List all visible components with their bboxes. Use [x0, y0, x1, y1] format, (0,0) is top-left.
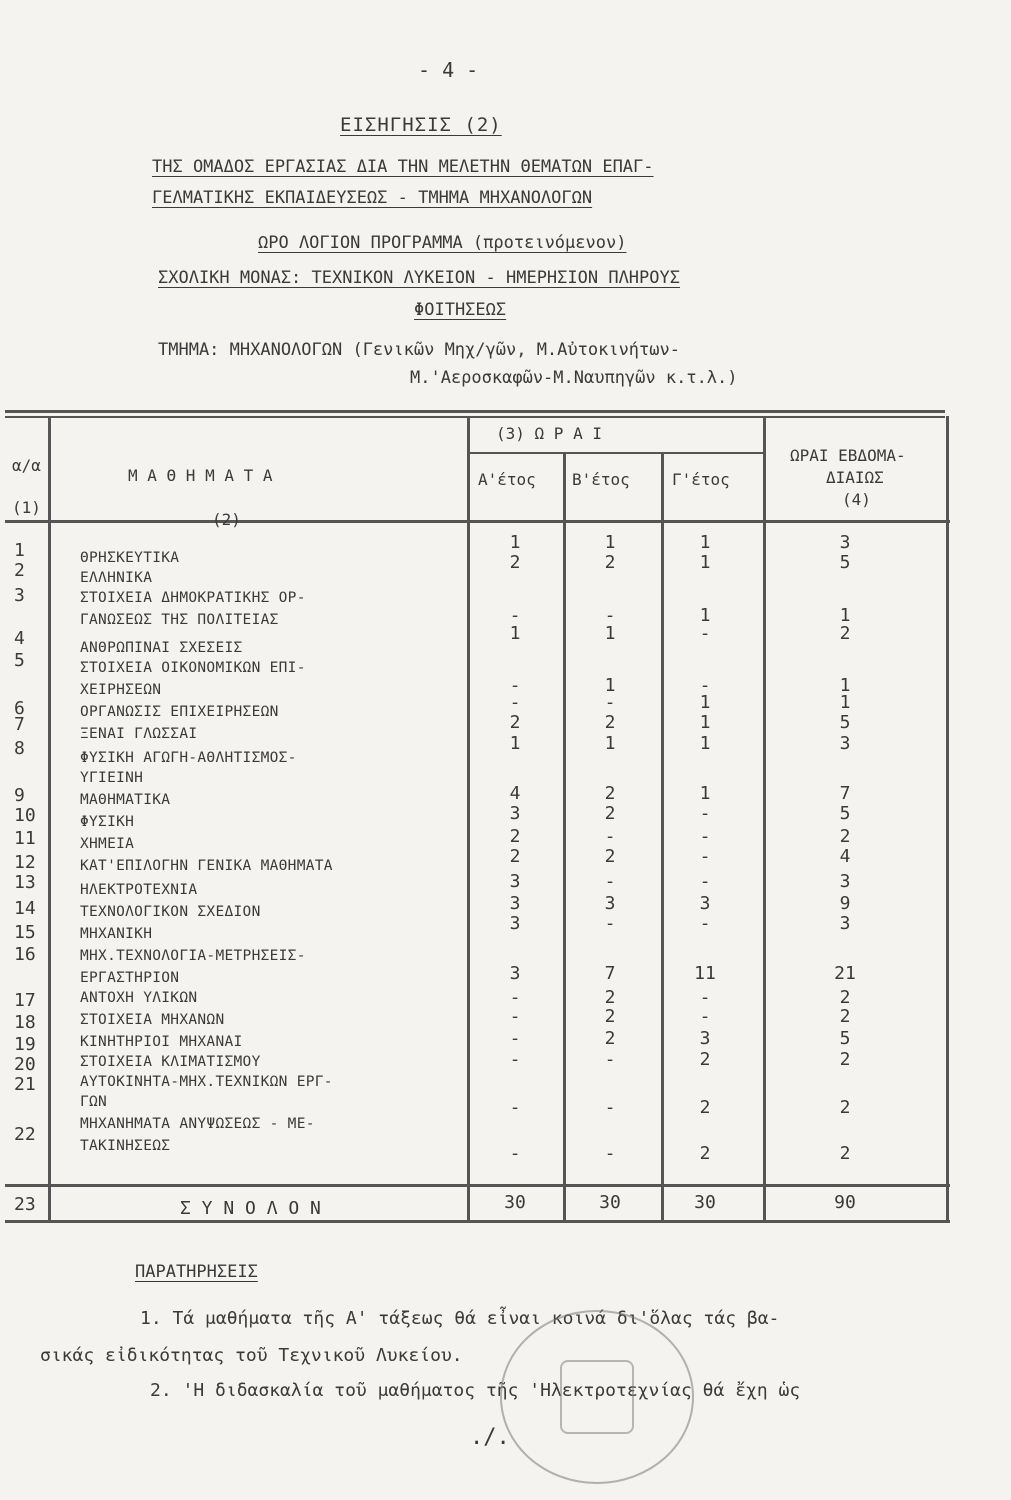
row-number: 22 — [14, 1124, 36, 1145]
col-divider-year-b — [661, 452, 664, 1222]
cell-weekly: 2 — [839, 987, 851, 1008]
total-year-a: 30 — [504, 1192, 526, 1213]
cell-weekly: 5 — [839, 552, 851, 573]
cell-year-c: - — [699, 846, 711, 867]
cell-weekly: 2 — [839, 1049, 851, 1070]
cell-year-a: 1 — [509, 733, 521, 754]
cell-year-a: - — [509, 1097, 521, 1118]
subject-line: ΜΗΧ.ΤΕΧΝΟΛΟΓΙΑ-ΜΕΤΡΗΣΕΙΣ- — [80, 948, 306, 964]
heading-line-5: ΦΟΙΤΗΣΕΩΣ — [414, 300, 507, 320]
total-year-c: 30 — [694, 1192, 716, 1213]
note-1-continued: σικάς εἰδικότητας τοῦ Τεχνικοῦ Λυκείου. — [40, 1345, 463, 1366]
subject-line: ΜΗΧΑΝΗΜΑΤΑ ΑΝΥΨΩΣΕΩΣ - ΜΕ- — [80, 1116, 315, 1132]
cell-year-a: 2 — [509, 826, 521, 847]
cell-year-b: 1 — [604, 623, 616, 644]
subject-line: ΑΝΘΡΩΠΙΝΑΙ ΣΧΕΣΕΙΣ — [80, 640, 243, 656]
table-top-rule — [5, 410, 945, 413]
cell-year-c: 2 — [699, 1049, 711, 1070]
cell-year-c: 1 — [699, 733, 711, 754]
cell-year-c: - — [699, 675, 711, 696]
cell-year-b: 7 — [604, 963, 616, 984]
col-header-year-c: Γ'έτος — [672, 470, 730, 489]
subject-line: ΓΑΝΩΣΕΩΣ ΤΗΣ ΠΟΛΙΤΕΙΑΣ — [80, 612, 279, 628]
subject-line: ΟΡΓΑΝΩΣΙΣ ΕΠΙΧΕΙΡΗΣΕΩΝ — [80, 704, 279, 720]
col-header-ao: α/α — [12, 456, 41, 475]
col-header-hours: (3) Ω Ρ Α Ι — [496, 424, 602, 443]
cell-weekly: 2 — [839, 623, 851, 644]
table-bottom-rule — [5, 1220, 950, 1223]
cell-year-a: - — [509, 1006, 521, 1027]
cell-weekly: 21 — [834, 963, 856, 984]
cell-year-a: 1 — [509, 623, 521, 644]
cell-weekly: 1 — [839, 605, 851, 626]
heading-line-7: Μ.'Αεροσκαφῶν-Μ.Ναυπηγῶν κ.τ.λ.) — [410, 368, 738, 388]
note-1: 1. Τά μαθήματα τῆς Α' τάξεως θά εἶναι κοινά δι'ὅλας τάς βα- — [140, 1308, 780, 1329]
subject-line: ΗΛΕΚΤΡΟΤΕΧΝΙΑ — [80, 882, 198, 898]
row-number: 13 — [14, 872, 36, 893]
row-number: 10 — [14, 805, 36, 826]
seal-emblem — [560, 1360, 634, 1434]
cell-year-c: - — [699, 913, 711, 934]
cell-year-c: - — [699, 826, 711, 847]
cell-year-b: 2 — [604, 1006, 616, 1027]
cell-year-b: - — [604, 605, 616, 626]
row-number: 7 — [14, 714, 25, 735]
total-label: Σ Υ Ν Ο Λ Ο Ν — [180, 1198, 321, 1219]
row-number: 1 — [14, 540, 25, 561]
subject-line: ΥΓΙΕΙΝΗ — [80, 770, 144, 786]
col-divider-right — [946, 416, 949, 1222]
cell-weekly: 2 — [839, 1143, 851, 1164]
col-header-year-a: Α'έτος — [478, 470, 536, 489]
cell-year-b: - — [604, 1049, 616, 1070]
cell-year-a: 3 — [509, 871, 521, 892]
cell-year-b: 2 — [604, 846, 616, 867]
row-number: 8 — [14, 738, 25, 759]
cell-weekly: 3 — [839, 913, 851, 934]
cell-year-a: 4 — [509, 783, 521, 804]
col-header-weekly-2: ΔΙΑΙΩΣ — [826, 468, 884, 487]
row-number: 9 — [14, 785, 25, 806]
cell-weekly: 3 — [839, 733, 851, 754]
cell-weekly: 5 — [839, 712, 851, 733]
cell-year-c: 2 — [699, 1097, 711, 1118]
cell-year-b: 3 — [604, 893, 616, 914]
cell-weekly: 5 — [839, 1028, 851, 1049]
total-weekly: 90 — [834, 1192, 856, 1213]
cell-year-a: - — [509, 1028, 521, 1049]
cell-year-b: 1 — [604, 733, 616, 754]
row-number: 4 — [14, 628, 25, 649]
subject-line: ΚΙΝΗΤΗΡΙΟΙ ΜΗΧΑΝΑΙ — [80, 1034, 243, 1050]
cell-year-a: 1 — [509, 532, 521, 553]
page-number: - 4 - — [418, 58, 479, 82]
cell-weekly: 4 — [839, 846, 851, 867]
subject-line: ΣΤΟΙΧΕΙΑ ΚΛΙΜΑΤΙΣΜΟΥ — [80, 1054, 261, 1070]
subject-line: ΤΕΧΝΟΛΟΓΙΚΟΝ ΣΧΕΔΙΟΝ — [80, 904, 261, 920]
row-number: 2 — [14, 560, 25, 581]
subject-line: ΞΕΝΑΙ ΓΛΩΣΣΑΙ — [80, 726, 198, 742]
cell-weekly: 9 — [839, 893, 851, 914]
subject-line: ΤΑΚΙΝΗΣΕΩΣ — [80, 1138, 171, 1154]
total-row-number: 23 — [14, 1194, 36, 1215]
subject-line: ΜΗΧΑΝΙΚΗ — [80, 926, 153, 942]
row-number: 11 — [14, 828, 36, 849]
cell-year-c: - — [699, 987, 711, 1008]
subject-line: ΜΑΘΗΜΑΤΙΚΑ — [80, 792, 171, 808]
cell-year-c: - — [699, 623, 711, 644]
col-header-ao-num: (1) — [12, 498, 41, 517]
subject-line: ΘΡΗΣΚΕΥΤΙΚΑ — [80, 550, 180, 566]
cell-year-a: 3 — [509, 803, 521, 824]
cell-year-b: - — [604, 1143, 616, 1164]
cell-year-c: - — [699, 1006, 711, 1027]
note-2: 2. 'Η διδασκαλία τοῦ μαθήματος τῆς 'Ηλεκτροτεχνίας θά ἔχη ὡς — [150, 1380, 801, 1401]
subject-line: ΑΥΤΟΚΙΝΗΤΑ-ΜΗΧ.ΤΕΧΝΙΚΩΝ ΕΡΓ- — [80, 1074, 333, 1090]
subject-line: ΦΥΣΙΚΗ — [80, 814, 135, 830]
subject-line: ΧΕΙΡΗΣΕΩΝ — [80, 682, 162, 698]
cell-year-b: 2 — [604, 712, 616, 733]
col-divider-subject — [467, 416, 470, 1222]
cell-year-a: - — [509, 1143, 521, 1164]
subject-line: ΧΗΜΕΙΑ — [80, 836, 135, 852]
subject-line: ΣΤΟΙΧΕΙΑ ΟΙΚΟΝΟΜΙΚΩΝ ΕΠΙ- — [80, 660, 306, 676]
cell-year-b: - — [604, 913, 616, 934]
cell-year-b: 1 — [604, 532, 616, 553]
cell-year-c: 1 — [699, 532, 711, 553]
cell-weekly: 2 — [839, 826, 851, 847]
row-number: 20 — [14, 1054, 36, 1075]
row-number: 16 — [14, 944, 36, 965]
col-divider-year-c — [763, 416, 766, 1222]
cell-year-a: - — [509, 605, 521, 626]
continuation-mark: ./. — [470, 1425, 510, 1450]
document-title: ΕΙΣΗΓΗΣΙΣ (2) — [340, 114, 502, 136]
cell-weekly: 3 — [839, 871, 851, 892]
cell-year-b: - — [604, 826, 616, 847]
col-header-weekly-1: ΩΡΑΙ ΕΒΔΟΜΑ- — [790, 446, 906, 465]
cell-year-c: 1 — [699, 692, 711, 713]
cell-year-a: - — [509, 987, 521, 1008]
cell-year-a: 2 — [509, 846, 521, 867]
cell-year-c: 3 — [699, 1028, 711, 1049]
total-top-rule — [5, 1184, 950, 1187]
cell-year-a: 2 — [509, 552, 521, 573]
row-number: 17 — [14, 990, 36, 1011]
cell-year-a: 3 — [509, 963, 521, 984]
cell-year-b: 2 — [604, 987, 616, 1008]
header-bottom-rule — [5, 520, 950, 523]
cell-weekly: 2 — [839, 1097, 851, 1118]
subject-line: ΕΛΛΗΝΙΚΑ — [80, 570, 153, 586]
row-number: 15 — [14, 922, 36, 943]
col-divider-ao — [48, 416, 51, 1222]
cell-year-c: 11 — [694, 963, 716, 984]
row-number: 21 — [14, 1074, 36, 1095]
row-number: 5 — [14, 650, 25, 671]
row-number: 12 — [14, 852, 36, 873]
cell-year-a: 3 — [509, 893, 521, 914]
notes-title: ΠΑΡΑΤΗΡΗΣΕΙΣ — [135, 1262, 258, 1282]
col-header-subject-num: (2) — [212, 510, 241, 529]
cell-year-c: 1 — [699, 552, 711, 573]
col-divider-year-a — [563, 452, 566, 1222]
cell-year-c: 1 — [699, 712, 711, 733]
subject-line: ΣΤΟΙΧΕΙΑ ΔΗΜΟΚΡΑΤΙΚΗΣ ΟΡ- — [80, 590, 306, 606]
cell-year-b: - — [604, 871, 616, 892]
cell-year-b: 1 — [604, 675, 616, 696]
cell-year-a: - — [509, 1049, 521, 1070]
cell-year-a: - — [509, 692, 521, 713]
cell-year-c: 2 — [699, 1143, 711, 1164]
heading-line-2: ΓΕΛΜΑΤΙΚΗΣ ΕΚΠΑΙΔΕΥΣΕΩΣ - ΤΜΗΜΑ ΜΗΧΑΝΟΛΟΓΩΝ — [152, 188, 593, 208]
row-number: 18 — [14, 1012, 36, 1033]
cell-year-a: 2 — [509, 712, 521, 733]
cell-weekly: 7 — [839, 783, 851, 804]
cell-year-b: 2 — [604, 552, 616, 573]
subject-line: ΦΥΣΙΚΗ ΑΓΩΓΗ-ΑΘΛΗΤΙΣΜΟΣ- — [80, 750, 297, 766]
total-year-b: 30 — [599, 1192, 621, 1213]
header-split-rule — [470, 452, 765, 454]
cell-year-b: 2 — [604, 803, 616, 824]
subject-line: ΓΩΝ — [80, 1094, 108, 1110]
table-top-rule-2 — [5, 416, 945, 418]
col-header-subject: Μ Α Θ Η Μ Α Τ Α — [128, 466, 273, 485]
cell-year-b: - — [604, 1097, 616, 1118]
cell-weekly: 3 — [839, 532, 851, 553]
cell-year-c: - — [699, 871, 711, 892]
cell-year-b: - — [604, 692, 616, 713]
heading-line-6: ΤΜΗΜΑ: ΜΗΧΑΝΟΛΟΓΩΝ (Γενικῶν Μηχ/γῶν, Μ.Αὐτοκινήτων- — [158, 340, 680, 360]
heading-line-3: ΩΡΟ ΛΟΓΙΟΝ ΠΡΟΓΡΑΜΜΑ (προτεινόμενον) — [258, 233, 627, 253]
subject-line: ΚΑΤ'ΕΠΙΛΟΓΗΝ ΓΕΝΙΚΑ ΜΑΘΗΜΑΤΑ — [80, 858, 333, 874]
col-header-weekly-num: (4) — [842, 490, 871, 509]
subject-line: ΕΡΓΑΣΤΗΡΙΟΝ — [80, 970, 180, 986]
cell-weekly: 5 — [839, 803, 851, 824]
row-number: 6 — [14, 698, 25, 719]
cell-year-b: 2 — [604, 1028, 616, 1049]
cell-year-c: 3 — [699, 893, 711, 914]
cell-year-a: 3 — [509, 913, 521, 934]
col-header-year-b: Β'έτος — [572, 470, 630, 489]
cell-year-b: 2 — [604, 783, 616, 804]
cell-year-c: - — [699, 803, 711, 824]
cell-year-c: 1 — [699, 605, 711, 626]
cell-year-a: - — [509, 675, 521, 696]
subject-line: ΣΤΟΙΧΕΙΑ ΜΗΧΑΝΩΝ — [80, 1012, 225, 1028]
cell-weekly: 1 — [839, 675, 851, 696]
row-number: 3 — [14, 585, 25, 606]
cell-weekly: 1 — [839, 692, 851, 713]
row-number: 14 — [14, 898, 36, 919]
cell-year-c: 1 — [699, 783, 711, 804]
cell-weekly: 2 — [839, 1006, 851, 1027]
heading-line-4: ΣΧΟΛΙΚΗ ΜΟΝΑΣ: ΤΕΧΝΙΚΟΝ ΛΥΚΕΙΟΝ - ΗΜΕΡΗΣΙΟΝ ΠΛΗΡΟΥΣ — [158, 268, 680, 288]
subject-line: ΑΝΤΟΧΗ ΥΛΙΚΩΝ — [80, 990, 198, 1006]
heading-line-1: ΤΗΣ ΟΜΑΔΟΣ ΕΡΓΑΣΙΑΣ ΔΙΑ ΤΗΝ ΜΕΛΕΤΗΝ ΘΕΜΑΤΩΝ ΕΠΑΓ- — [152, 157, 654, 177]
row-number: 19 — [14, 1034, 36, 1055]
